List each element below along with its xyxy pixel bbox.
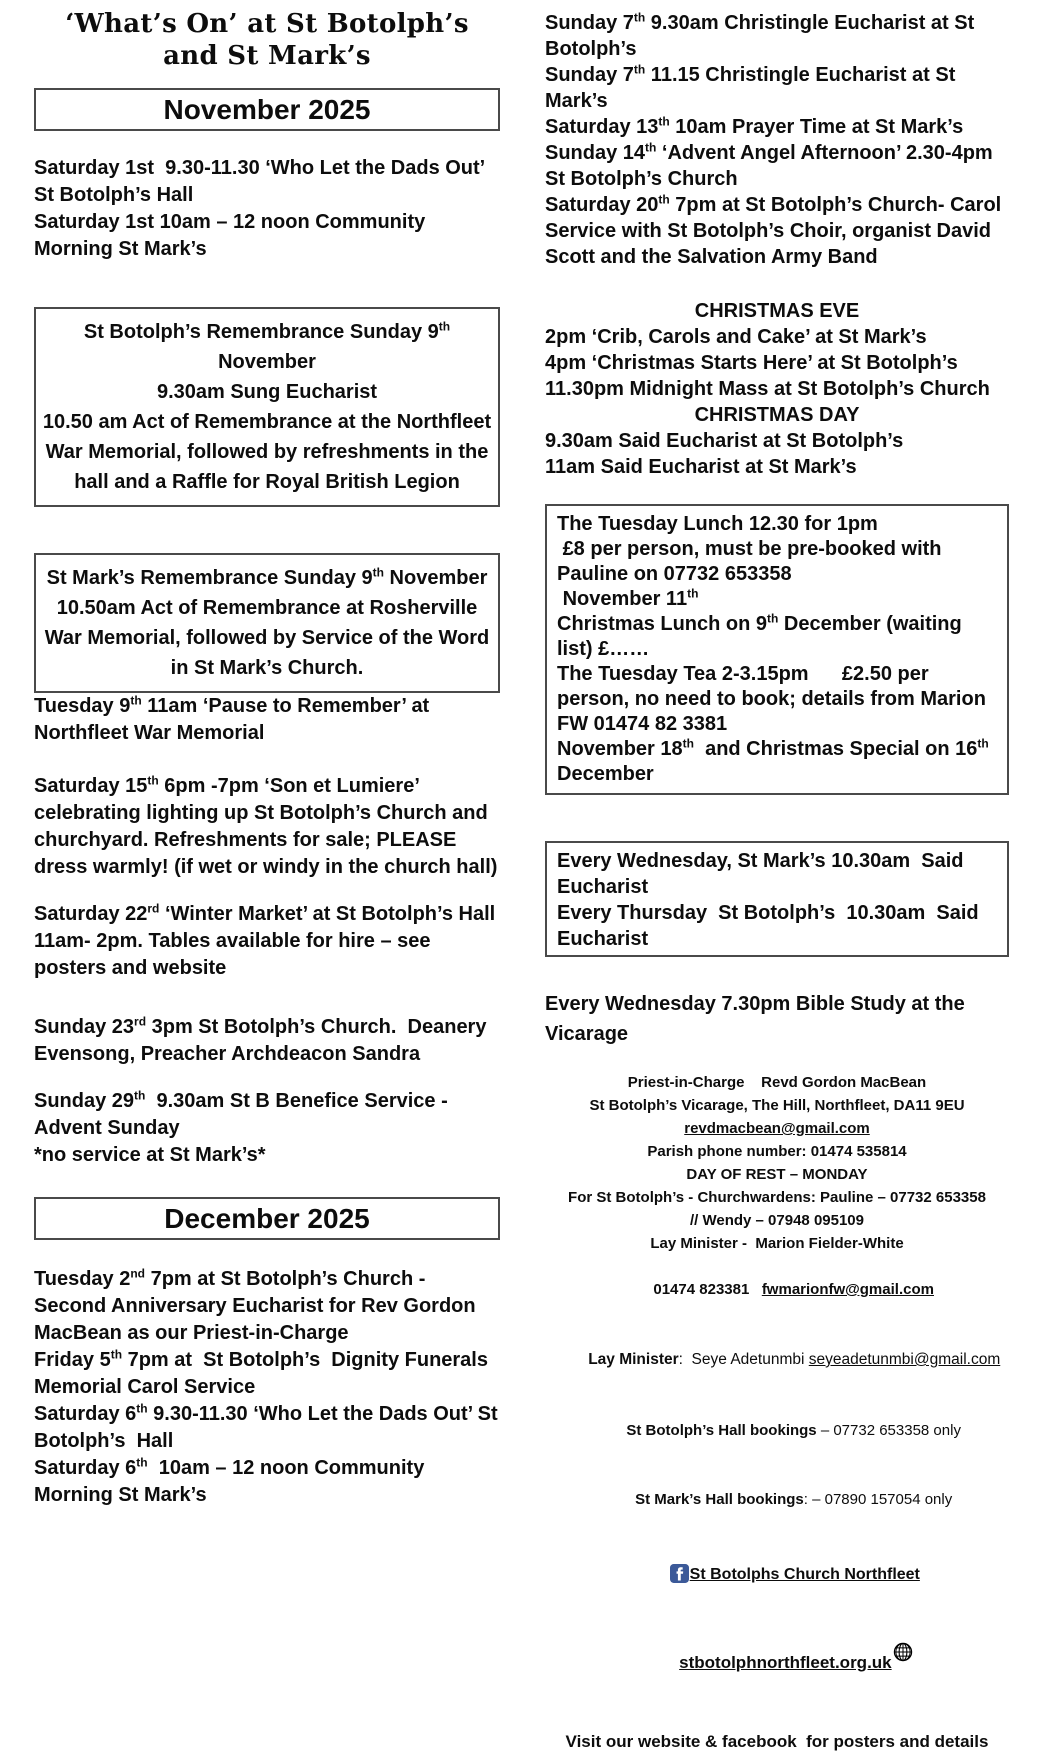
contact-block	[545, 1071, 1009, 1705]
lay-minister-seye-email-link[interactable]: seyeadetunmbi@gmail.com	[808, 1351, 1001, 1368]
botolph-remembrance-box	[34, 307, 500, 507]
globe-icon	[892, 1653, 913, 1672]
event-entry-day-11: 11am Said Eucharist at St Mark’s	[545, 456, 857, 478]
marks-hall-bookings-number: : – 07890 157054 only	[803, 1491, 953, 1508]
lunch-line: November 18th and Christmas Special on 16th December	[557, 736, 995, 785]
botolph-hall-bookings-label: St Botolph’s Hall bookings	[626, 1422, 817, 1439]
parish-phone: Parish phone number: 01474 535814	[647, 1143, 907, 1160]
lunch-line: £8 per person, must be pre-booked with Pauline on 07732 653358	[557, 538, 948, 585]
remembrance-line: St Botolph’s Remembrance Sunday 9th November	[83, 319, 456, 373]
event-entry-sat22: Saturday 22rd ‘Winter Market’ at St Botolph’s Hall 11am- 2pm. Tables available for hire – see posters and website	[34, 901, 501, 979]
botolph-hall-bookings-number: – 07732 653358 only	[816, 1422, 961, 1439]
remembrance-line: 9.30am Sung Eucharist	[156, 381, 378, 403]
lay-minister-marion-phone: 01474 823381	[653, 1281, 762, 1298]
event-entry-sat15: Saturday 15th 6pm -7pm ‘Son et Lumiere’ celebrating lighting up St Botolph’s Church and churchyard. Refreshments for sale; PLEASE dress warmly! (if wet or windy in the church hall)	[34, 773, 498, 878]
marks-remembrance-box	[34, 553, 500, 693]
page-title-line2: and St Mark’s	[163, 41, 371, 71]
december-heading: December 2025	[164, 1203, 370, 1234]
vicarage-address: St Botolph’s Vicarage, The Hill, Northfleet, DA11 9EU	[589, 1097, 965, 1114]
lay-minister-marion: Lay Minister - Marion Fielder-White	[650, 1235, 904, 1252]
lay-minister-seye-label: Lay Minister	[588, 1351, 679, 1368]
christmas-eve-heading: CHRISTMAS EVE	[694, 300, 860, 322]
event-entry-sun23: Sunday 23rd 3pm St Botolph’s Church. Deanery Evensong, Preacher Archdeacon Sandra	[34, 1014, 493, 1065]
bible-study-entry: Every Wednesday 7.30pm Bible Study at the Vicarage	[545, 993, 971, 1045]
lunch-line: November 11th	[557, 586, 699, 610]
remembrance-line: 10.50 am Act of Remembrance at the Northfleet War Memorial, followed by refreshments in the hall and a Raffle for Royal British Legion	[42, 411, 497, 493]
weekly-services-box	[545, 841, 1009, 957]
priest-in-charge: Priest-in-Charge Revd Gordon MacBean	[627, 1074, 927, 1091]
marks-hall-bookings-label: St Mark’s Hall bookings	[635, 1491, 804, 1508]
remembrance-line: 10.50am Act of Remembrance at Rosherville War Memorial, followed by Service of the Word in St Mark’s Church.	[44, 597, 495, 679]
event-entry-fri5: Friday 5th 7pm at St Botolph’s Dignity Funerals Memorial Carol Service	[34, 1347, 494, 1398]
event-entry-sun7-botolph: Sunday 7th 9.30am Christingle Eucharist at St Botolph’s	[545, 10, 980, 60]
day-of-rest: DAY OF REST – MONDAY	[686, 1166, 868, 1183]
event-entry-eve-4pm: 4pm ‘Christmas Starts Here’ at St Botolph’s	[545, 352, 958, 374]
event-entry-sun14: Sunday 14th ‘Advent Angel Afternoon’ 2.30-4pm St Botolph’s Church	[545, 140, 999, 190]
event-entry-sun29-note: *no service at St Mark’s*	[34, 1144, 266, 1166]
tuesday-lunch-box	[545, 504, 1009, 795]
churchwarden-wendy: // Wendy – 07948 095109	[689, 1212, 864, 1229]
facebook-icon[interactable]	[670, 1566, 690, 1583]
lunch-line: The Tuesday Lunch 12.30 for 1pm	[557, 513, 878, 535]
footer-note: Visit our website & facebook for posters and details	[565, 1732, 989, 1751]
page-title	[34, 8, 500, 72]
event-entry-sun7-marks: Sunday 7th 11.15 Christingle Eucharist at St Mark’s	[545, 62, 961, 112]
event-entry-sat1-dads: Saturday 1st 9.30-11.30 ‘Who Let the Dads Out’ St Botolph’s Hall	[34, 157, 490, 206]
event-entry-tue2: Tuesday 2nd 7pm at St Botolph’s Church - Second Anniversary Eucharist for Rev Gordon MacBean as our Priest-in-Charge	[34, 1266, 482, 1344]
event-entry-eve-2pm: 2pm ‘Crib, Carols and Cake’ at St Mark’s	[545, 326, 927, 348]
lay-minister-marion-email-link[interactable]: fwmarionfw@gmail.com	[761, 1281, 934, 1298]
remembrance-line: St Mark’s Remembrance Sunday 9th November	[46, 565, 488, 589]
lay-minister-seye-name: : Seye Adetunmbi	[678, 1351, 809, 1368]
event-entry-eve-1130: 11.30pm Midnight Mass at St Botolph’s Church	[545, 378, 990, 400]
left-column	[34, 0, 504, 1509]
event-entry-tue9: Tuesday 9th 11am ‘Pause to Remember’ at Northfleet War Memorial	[34, 693, 435, 744]
facebook-page-link[interactable]: St Botolphs Church Northfleet	[689, 1566, 920, 1583]
weekly-service-line: Every Thursday St Botolph’s 10.30am Said Eucharist	[557, 902, 985, 950]
website-link[interactable]: stbotolphnorthfleet.org.uk	[679, 1653, 892, 1672]
event-entry-sat13: Saturday 13th 10am Prayer Time at St Mark’s	[545, 114, 964, 138]
page-title-line1: ‘What’s On’ at St Botolph’s	[65, 9, 469, 39]
weekly-service-line: Every Wednesday, St Mark’s 10.30am Said Eucharist	[557, 850, 970, 898]
event-entry-sat6-community: Saturday 6th 10am – 12 noon Community Morning St Mark’s	[34, 1455, 430, 1506]
lunch-line: The Tuesday Tea 2-3.15pm £2.50 per person, no need to book; details from Marion FW 01474 82 3381	[557, 663, 992, 735]
december-heading-box	[34, 1197, 500, 1240]
priest-email-link[interactable]: revdmacbean@gmail.com	[684, 1120, 870, 1137]
churchwardens: For St Botolph’s - Churchwardens: Pauline – 07732 653358	[568, 1189, 986, 1206]
event-entry-sat20: Saturday 20th 7pm at St Botolph’s Church- Carol Service with St Botolph’s Choir, organist David Scott and the Salvation Army Band	[545, 192, 1007, 268]
november-heading: November 2025	[163, 94, 371, 125]
event-entry-sat6-dads: Saturday 6th 9.30-11.30 ‘Who Let the Dads Out’ St Botolph’s Hall	[34, 1401, 504, 1452]
lunch-line: Christmas Lunch on 9th December (waiting list) £……	[557, 611, 968, 660]
event-entry-sat1-community: Saturday 1st 10am – 12 noon Community Morning St Mark’s	[34, 211, 431, 260]
event-entry-sun29: Sunday 29th 9.30am St B Benefice Service - Advent Sunday	[34, 1088, 453, 1139]
christmas-day-heading: CHRISTMAS DAY	[694, 404, 860, 426]
november-heading-box	[34, 88, 500, 131]
event-entry-day-930: 9.30am Said Eucharist at St Botolph’s	[545, 430, 904, 452]
right-column	[545, 0, 1009, 1753]
